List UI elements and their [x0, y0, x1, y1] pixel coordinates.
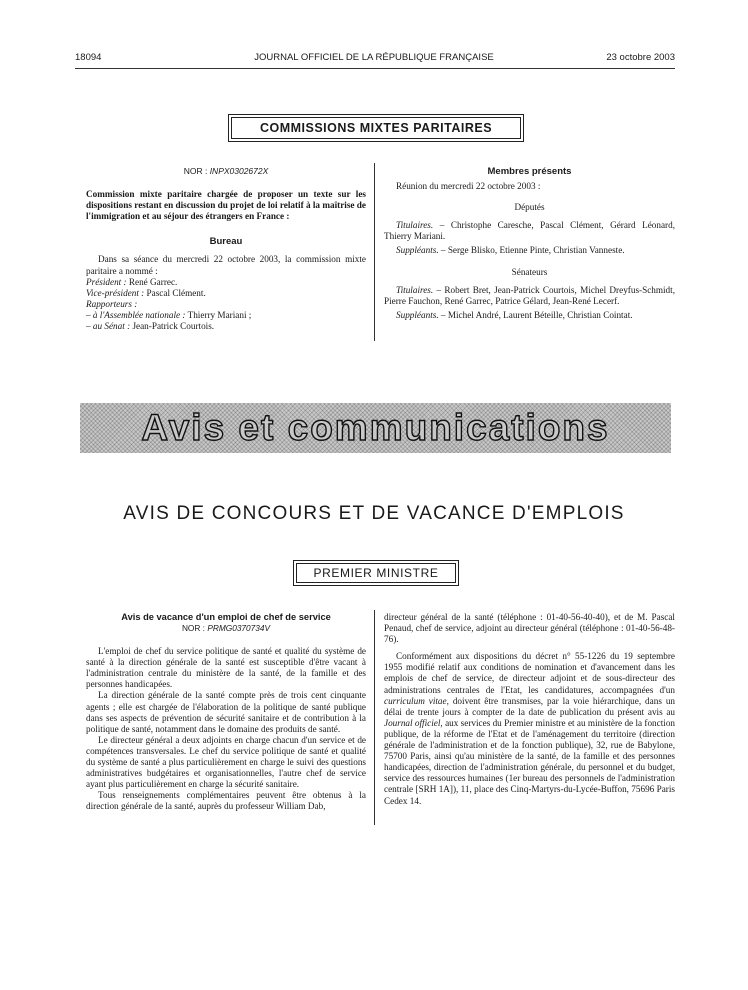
commission-title: Commission mixte paritaire chargée de proposer un texte sur les dispositions restant en discussion du projet de loi relatif à la maîtrise de l'immigration et au séjour des étrangers en France :: [86, 189, 366, 222]
avis-paragraph-2: La direction générale de la santé compte près de trois cent cinquante agents ; elle est chargée de l'élaboration de la politique de santé publique dans ses aspects de prévention de sécurité sanitaire et de contribution à la politique de santé, notamment dans le domaine des produits de santé.: [86, 690, 366, 734]
avis-nor-line: NOR : PRMG0370734V: [181, 623, 271, 633]
column-divider-bottom: [374, 610, 375, 825]
senateurs-suppleants: Suppléants. – Michel André, Laurent Béteille, Christian Cointat.: [396, 309, 633, 320]
avis-left-column: [86, 612, 366, 813]
section-title-box: [228, 114, 524, 142]
subsection-title: AVIS DE CONCOURS ET DE VACANCE D'EMPLOIS: [123, 503, 625, 524]
members-heading: Membres présents: [487, 166, 572, 177]
avis-paragraph-5: directeur général de la santé (téléphone : 01-40-56-40-40), et de M. Pascal Penaud, chef de service, adjoint au directeur général (téléphone : 01-40-56-48-76).: [384, 612, 675, 645]
ministry-title: PREMIER MINISTRE: [313, 566, 439, 580]
avis-paragraph-3: Le directeur général a deux adjoints en charge chacun d'un service et de compétences transversales. Le chef du service politique de santé et qualité du système de santé a plus particulièrement en charge le suivi des questions administratives budgétaires et organisationnelles, l'autre chef de service ayant plus particulièrement en charge la sécurité sanitaire.: [86, 734, 366, 790]
section-title: COMMISSIONS MIXTES PARITAIRES: [259, 121, 493, 135]
rapporteur-senat-line: – au Sénat : Jean-Patrick Courtois.: [86, 321, 215, 332]
senateurs-titulaires: Titulaires. – Robert Bret, Jean-Patrick Courtois, Michel Dreyfus-Schmidt, Pierre Fauchon, René Garrec, Patrice Gélard, Jean-René Lecerf.: [384, 284, 676, 306]
ministry-box: [293, 560, 459, 586]
deputes-titulaires: Titulaires. – Christophe Caresche, Pascal Clément, Gérard Léonard, Thierry Mariani.: [384, 220, 676, 242]
journal-title: JOURNAL OFFICIEL DE LA RÉPUBLIQUE FRANÇAISE: [254, 52, 494, 63]
president-line: Président : René Garrec.: [86, 276, 178, 287]
avis-title: Avis de vacance d'un emploi de chef de service: [121, 612, 331, 622]
bureau-intro: Dans sa séance du mercredi 22 octobre 2003, la commission mixte paritaire a nommé :: [86, 254, 366, 276]
rapporteurs-label: Rapporteurs :: [86, 298, 138, 309]
deputes-suppleants: Suppléants. – Serge Blisko, Etienne Pinte, Christian Vanneste.: [396, 245, 625, 256]
members-column: [384, 166, 675, 321]
avis-paragraph-1: L'emploi de chef du service politique de santé et qualité du système de santé à la direction générale de la santé est susceptible d'être vacant à l'administration centrale du ministère de la santé, de la famille et des personnes handicapées.: [86, 646, 366, 690]
avis-paragraph-4: Tous renseignements complémentaires peuvent être obtenus à la direction générale de la santé, auprès du professeur William Dab,: [86, 790, 366, 812]
deputes-heading: Députés: [514, 202, 545, 213]
commission-column: [86, 166, 366, 332]
meeting-line: Réunion du mercredi 22 octobre 2003 :: [396, 181, 541, 192]
bureau-heading: Bureau: [209, 236, 243, 248]
column-divider-top: [374, 163, 375, 341]
avis-paragraph-6: Conformément aux dispositions du décret n° 55-1226 du 19 septembre 1955 modifié relatif aux conditions de nomination et d'avancement dans les emplois de chef de service, de directeur adjoint et de sous-directeur des administrations centrales de l'Etat, les candidatures, accompagnées d'un curriculum vitae, doivent être transmises, par la voie hiérarchique, dans un délai de trente jours à compter de la date de publication du présent avis au Journal officiel, aux services du Premier ministre et au ministère de la fonction publique, de la réforme de l'Etat et de l'aménagement du territoire (direction générale de l'administration et de la fonction publique), 32, rue de Babylone, 75700 Paris, ainsi qu'au ministère de la santé, de la famille et des personnes handicapées, direction de l'administration générale, du personnel et du budget, service des ressources humaines (1er bureau des personnels de l'administration centrale [SRH 1A]), 11, place des Cinq-Martyrs-du-Lycée-Buffon, 75696 Paris Cedex 14.: [384, 651, 676, 806]
rapporteur-an-line: – à l'Assemblée nationale : Thierry Mariani ;: [86, 309, 252, 320]
header-rule: [75, 68, 675, 69]
page-number: 18094: [75, 52, 102, 63]
issue-date: 23 octobre 2003: [606, 52, 675, 63]
banner-title: Avis et communications: [141, 407, 610, 448]
nor-line: NOR : INPX0302672X: [183, 166, 269, 176]
avis-nor-code: PRMG0370734V: [207, 623, 271, 633]
avis-right-column: [384, 612, 675, 807]
senateurs-heading: Sénateurs: [511, 266, 548, 277]
vice-president-line: Vice-président : Pascal Clément.: [86, 287, 206, 298]
avis-banner: [80, 403, 671, 453]
nor-code: INPX0302672X: [209, 166, 269, 176]
